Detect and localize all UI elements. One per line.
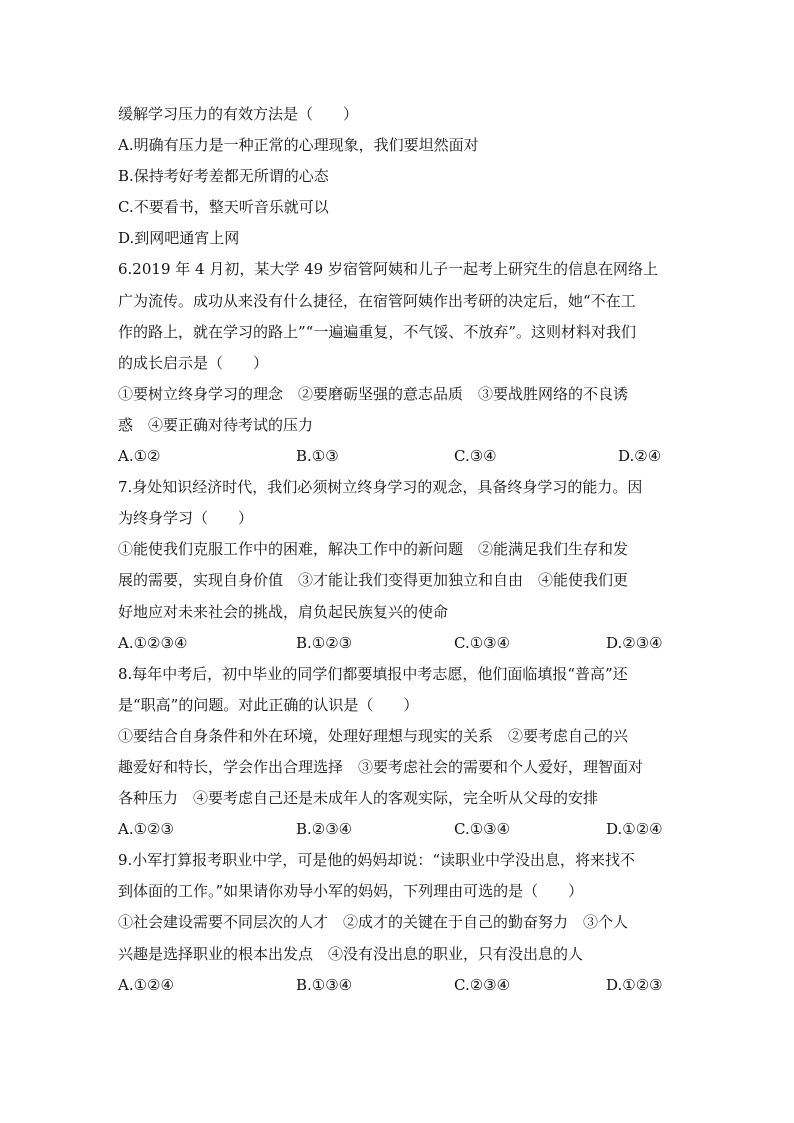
q8-choice-d: D.①②④ [606, 820, 663, 839]
q8-statement-line: 趣爱好和特长，学会作出合理选择 ③要考虑社会的需要和个人爱好，理智面对 [118, 757, 644, 776]
q5-option-a: A.明确有压力是一种正常的心理现象，我们要坦然面对 [118, 136, 479, 155]
q6-choices [118, 441, 678, 472]
q9-choice-d: D.①②③ [606, 975, 663, 994]
q6-stem-line: 广为流传。成功从来没有什么捷径，在宿管阿姨作出考研的决定后，她“不在工 [118, 291, 636, 310]
q9-choice-a: A.①②④ [118, 975, 174, 994]
q7-statement-line: ①能使我们克服工作中的困难，解决工作中的新问题 ②能满足我们生存和发 [118, 540, 629, 559]
q6-stem-line: 6.2019 年 4 月初，某大学 49 岁宿管阿姨和儿子一起考上研究生的信息在网络上 [118, 260, 658, 279]
q9-stem-line: 9.小军打算报考职业中学，可是他的妈妈却说：“读职业中学没出息，将来找不 [118, 851, 635, 870]
q9-statement-line: 兴趣是选择职业的根本出发点 ④没有没出息的职业，只有没出息的人 [118, 944, 584, 963]
q9-choice-b: B.①③④ [296, 975, 353, 994]
q5-option-d: D.到网吧通宵上网 [118, 229, 240, 248]
q5-stem: 缓解学习压力的有效方法是（ ） [118, 105, 359, 123]
q8-stem-line: 是“职高”的问题。对此正确的认识是（ ） [118, 695, 419, 714]
q6-stem-line: 作的路上，就在学习的路上”“一遍遍重复，不气馁、不放弃”。这则材料对我们 [118, 322, 637, 341]
q8-choice-b: B.②③④ [296, 820, 353, 839]
q7-choice-c: C.①③④ [454, 633, 511, 652]
q8-choice-a: A.①②③ [118, 820, 174, 839]
q5-option-b: B.保持考好考差都无所谓的心态 [118, 167, 329, 186]
q6-choice-b: B.①③ [296, 447, 339, 466]
q7-choices [118, 628, 678, 659]
q6-statement-line: 惑 ④要正确对待考试的压力 [118, 415, 314, 434]
q8-statement-line: ①要结合自身条件和外在环境，处理好理想与现实的关系 ②要考虑自己的兴 [118, 726, 629, 745]
q5-option-c: C.不要看书，整天听音乐就可以 [118, 198, 329, 217]
q6-choice-d: D.②④ [618, 447, 662, 466]
q7-choice-d: D.②③④ [606, 633, 663, 652]
q8-statement-line: 各种压力 ④要考虑自己还是未成年人的客观实际，完全听从父母的安排 [118, 789, 599, 808]
q6-stem-line: 的成长启示是（ ） [118, 353, 269, 372]
q6-statement-line: ①要树立终身学习的理念 ②要磨砺坚强的意志品质 ③要战胜网络的不良诱 [118, 384, 629, 403]
q9-choices [118, 970, 678, 1001]
q7-choice-b: B.①②③ [296, 633, 353, 652]
q7-stem-line: 7.身处知识经济时代，我们必须树立终身学习的观念，具备终身学习的能力。因 [118, 478, 643, 497]
q9-statement-line: ①社会建设需要不同层次的人才 ②成才的关键在于自己的勤奋努力 ③个人 [118, 913, 629, 932]
q6-choice-a: A.①② [118, 447, 161, 466]
q9-choice-c: C.②③④ [454, 975, 511, 994]
q9-stem-line: 到体面的工作。”如果请你劝导小军的妈妈，下列理由可选的是（ ） [118, 882, 584, 901]
q8-choices [118, 814, 678, 845]
q8-stem-line: 8.每年中考后，初中毕业的同学们都要填报中考志愿，他们面临填报“普高”还 [118, 664, 628, 683]
q7-stem-line: 为终身学习（ ） [118, 509, 254, 528]
q7-statement-line: 展的需要，实现自身价值 ③才能让我们变得更加独立和自由 ④能使我们更 [118, 571, 629, 590]
q6-choice-c: C.③④ [454, 447, 497, 466]
q8-choice-c: C.①③④ [454, 820, 511, 839]
exam-page [118, 99, 678, 1001]
q7-statement-line: 好地应对未来社会的挑战，肩负起民族复兴的使命 [118, 602, 449, 621]
q7-choice-a: A.①②③④ [118, 633, 188, 652]
